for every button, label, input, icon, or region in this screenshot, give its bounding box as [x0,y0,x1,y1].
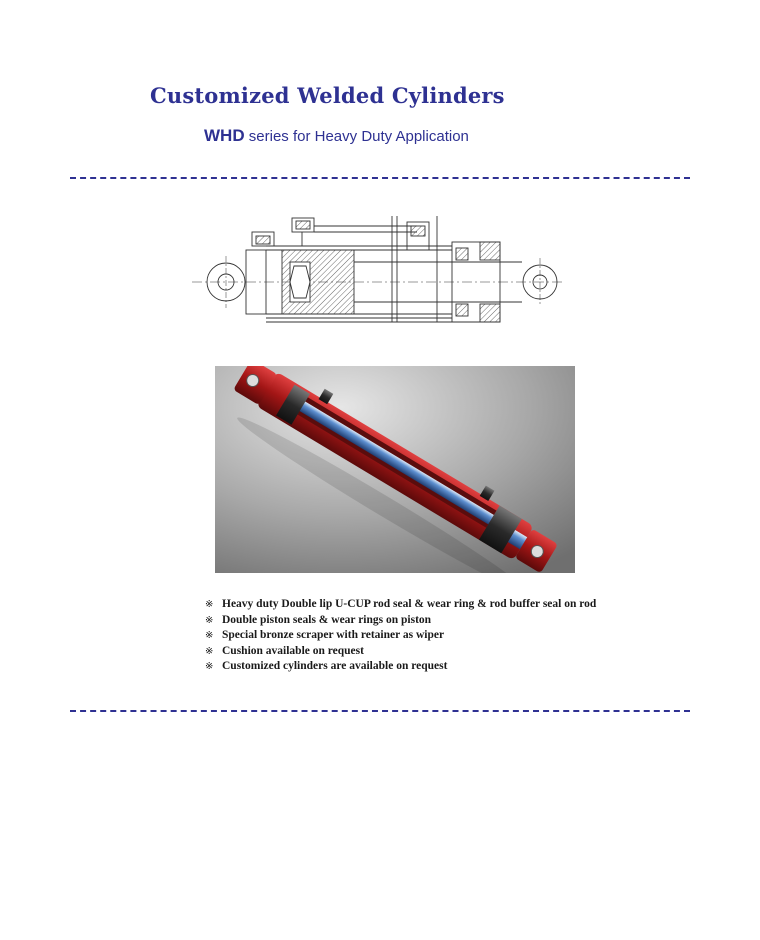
subtitle-text: series for Heavy Duty Application [244,128,469,145]
series-name: WHD [204,126,245,145]
cylinder-3d-cutaway-render [215,366,575,573]
bullet-mark: ※ [205,645,214,657]
cylinder-cross-section-drawing [192,212,564,332]
feature-item: ※ Double piston seals & wear rings on piston [205,613,596,629]
feature-item: ※ Special bronze scraper with retainer as wiper [205,628,596,644]
feature-item: ※ Cushion available on request [205,644,596,660]
feature-list [205,597,596,675]
bullet-mark: ※ [205,599,214,610]
bottom-dashed-divider [70,710,690,712]
feature-item: ※ Heavy duty Double lip U-CUP rod seal & wear ring & rod buffer seal on rod [205,597,596,613]
bullet-mark: ※ [205,630,214,641]
top-dashed-divider [70,177,690,179]
page-title: Customized Welded Cylinders [150,83,505,108]
bullet-mark: ※ [205,661,214,672]
feature-item: ※ Customized cylinders are available on request [205,659,596,675]
page-subtitle [204,126,469,146]
bullet-mark: ※ [205,614,214,626]
